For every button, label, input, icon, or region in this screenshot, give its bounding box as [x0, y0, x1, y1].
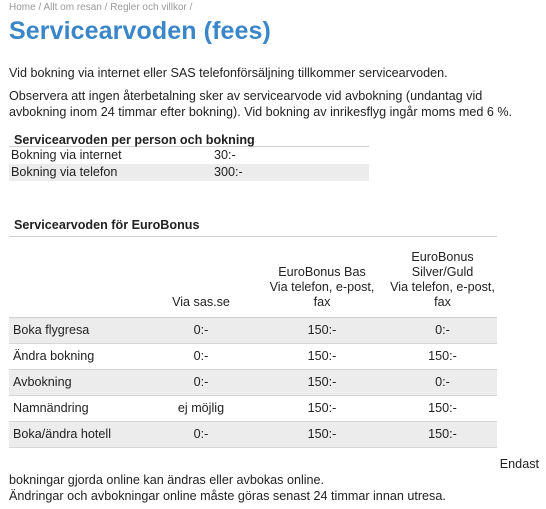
fee-value: 30:-	[214, 148, 236, 162]
table-row	[9, 396, 497, 422]
breadcrumb-regler-och-villkor[interactable]: Regler och villkor	[110, 2, 187, 13]
eurobonus-fees-title: Servicearvoden för EuroBonus	[9, 211, 497, 237]
header-line: fax	[434, 295, 451, 309]
breadcrumb-allt-om-resan[interactable]: Allt om resan	[43, 2, 102, 13]
header-line: fax	[313, 295, 331, 309]
eurobonus-fees-section	[9, 211, 497, 448]
refund-note: Observera att ingen återbetalning sker av servicearvode vid avbokning (undantag vid avbokning inom 24 timmar efter bokning). Vid bokning av inrikesflyg ingår moms med 6 %.	[9, 89, 513, 119]
per-person-fees-title: Servicearvoden per person och bokning	[9, 127, 369, 147]
cell-silver: 150:-	[388, 344, 497, 370]
cell-web: 0:-	[146, 344, 256, 370]
row-label: Ändra bokning	[9, 344, 146, 370]
row-label: Boka/ändra hotell	[9, 422, 146, 448]
table-row	[9, 370, 497, 396]
header-via-sas: Via sas.se	[146, 237, 256, 318]
fee-label: Bokning via telefon	[9, 164, 214, 181]
table-row	[9, 344, 497, 370]
cell-silver: 0:-	[388, 318, 497, 344]
breadcrumb-home[interactable]: Home	[9, 2, 36, 13]
footer-line-2: Ändringar och avbokningar online måste göras senast 24 timmar innan utresa.	[9, 489, 446, 503]
header-line: Via telefon, e-post,	[390, 280, 495, 294]
cell-web: 0:-	[146, 370, 256, 396]
cell-silver: 0:-	[388, 370, 497, 396]
cell-bas: 150:-	[256, 370, 388, 396]
table-row	[9, 422, 497, 448]
cell-bas: 150:-	[256, 396, 388, 422]
cell-silver: 150:-	[388, 422, 497, 448]
cell-web: 0:-	[146, 422, 256, 448]
table-row	[9, 147, 369, 164]
row-label: Namnändring	[9, 396, 146, 422]
cell-bas: 150:-	[256, 344, 388, 370]
breadcrumb-separator: /	[189, 2, 193, 13]
header-line: Silver/Guld	[411, 265, 474, 279]
cell-web: ej möjlig	[146, 396, 256, 422]
header-eurobonus-bas	[256, 237, 388, 318]
footer-endast: Endast	[499, 457, 539, 471]
breadcrumb-separator: /	[38, 2, 42, 13]
table-row	[9, 318, 497, 344]
header-eurobonus-silver-guld	[388, 237, 497, 318]
breadcrumb-separator: /	[104, 2, 108, 13]
eurobonus-fees-table	[9, 237, 497, 448]
page-title: Servicearvoden (fees)	[9, 17, 271, 45]
row-label: Avbokning	[9, 370, 146, 396]
row-label: Boka flygresa	[9, 318, 146, 344]
footer-line-1: bokningar gjorda online kan ändras eller avbokas online.	[9, 473, 325, 487]
cell-silver: 150:-	[388, 396, 497, 422]
table-header-row	[9, 237, 497, 318]
footer-note	[9, 456, 539, 504]
fee-label: Bokning via internet	[11, 148, 122, 162]
page	[0, 0, 546, 120]
table-row	[9, 164, 369, 181]
header-line: EuroBonus	[411, 250, 474, 264]
per-person-fees-section	[9, 127, 369, 181]
cell-web: 0:-	[146, 318, 256, 344]
header-empty	[9, 237, 146, 318]
cell-bas: 150:-	[256, 422, 388, 448]
per-person-fees-table	[9, 147, 369, 181]
intro-text: Vid bokning via internet eller SAS telefonförsäljning tillkommer servicearvoden.	[9, 66, 448, 80]
header-line: EuroBonus Bas	[278, 265, 366, 279]
fee-value: 300:-	[214, 164, 369, 181]
header-line: Via telefon, e-post,	[269, 280, 375, 294]
cell-bas: 150:-	[256, 318, 388, 344]
breadcrumb	[9, 2, 538, 14]
